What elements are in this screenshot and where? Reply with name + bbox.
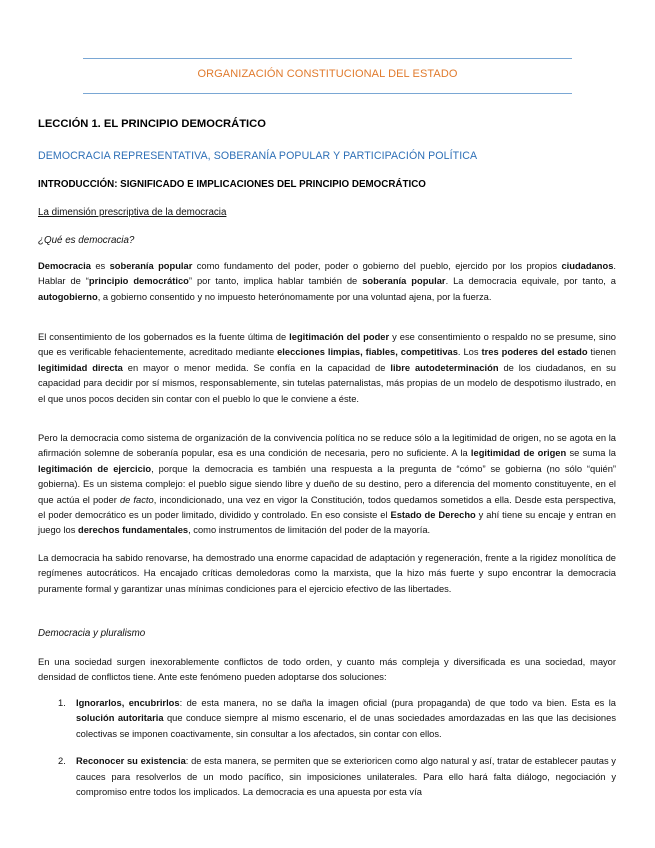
paragraph-consent: El consentimiento de los gobernados es la fuente última de legitimación del poder y ese consentimiento o respaldo no se presume, sino que es verificable fehacientemente, acreditado mediante elecciones limpias, fiables, competitivas. Los tres poderes del estado tienen legitimidad directa en mayor o menor medida. Se confía en la capacidad de libre autodeterminación de los ciudadanos, en su capacidad para decidir por sí mismos, responsablemente, sin tutelas paternalistas, más propias de un modelo de despotismo ilustrado, en el que unos pocos deciden sin contar con el pueblo lo que le conviene a éste.: [38, 332, 616, 404]
list-item: 2. Reconocer su existencia: de esta manera, se permiten que se exterioricen como algo natural y así, tratar de establecer pautas y cauces para resolverlos de un modo pacífico, sin imposiciones unilaterales. Para ello hará falta diálogo, negociación y compromiso entre todos los implicados. La democracia es una apuesta por esta vía: [58, 756, 616, 798]
list-item: 1. Ignorarlos, encubrirlos: de esta manera, no se daña la imagen oficial (pura propaganda) de que todo va bien. Esta es la solución autoritaria que conduce siempre al mismo escenario, el de unas sociedades amordazadas en las que las decisiones colectivas se imponen coactivamente, sin consultar a los afectados, sin contar con ellos.: [58, 698, 617, 739]
lesson-title: LECCIÓN 1. EL PRINCIPIO DEMOCRÁTICO: [38, 118, 266, 130]
paragraph-legitimacy: Pero la democracia como sistema de organización de la convivencia política no se reduce sólo a la legitimidad de origen, no se agota en la afirmación solemne de soberanía popular, esa es una condición de necesaria, pero no suficiente. A la legitimidad de origen se suma la legitimación de ejercicio, porque la democracia es también una respuesta a la pregunta de “cómo” se gobierna (no sólo “quién” gobierna). Es un sistema complejo: el pueblo sigue siendo libre y dueño de su destino, pero a diferencia del momento constituyente, en el que actúa el poder de facto, incondicionado, una vez en vigor la Constitución, todos quedamos sometidos a ella. Desde esta perspectiva, el poder democrático es un poder limitado, dividido y controlado. En eso consiste el Estado de Derecho y ahí tiene su encaje y entran en juego los derechos fundamentales, como instrumentos de limitación del poder de la mayoría.: [38, 433, 616, 536]
question-heading: ¿Qué es democracia?: [38, 235, 135, 246]
paragraph-definition: Democracia es soberanía popular como fundamento del poder, poder o gobierno del pueblo, ejercido por los propios ciudadanos. Hablar de “principio democrático” por tanto, implica hablar también de soberanía popular. La democracia equivale, por tanto, a autogobierno, a gobierno consentido y no impuesto heterónomamente por una voluntad ajena, por la fuerza.: [38, 261, 617, 302]
paragraph-conflicts: En una sociedad surgen inexorablemente conflictos de todo orden, y cuanto más compleja y diversificada es una sociedad, mayor densidad de conflictos tiene. Ante este fenómeno pueden adoptarse dos soluciones:: [38, 657, 616, 683]
section-title: DEMOCRACIA REPRESENTATIVA, SOBERANÍA POPULAR Y PARTICIPACIÓN POLÍTICA: [38, 150, 478, 162]
intro-title: INTRODUCCIÓN: SIGNIFICADO E IMPLICACIONES DEL PRINCIPIO DEMOCRÁTICO: [38, 179, 426, 190]
solutions-list: [38, 696, 616, 800]
subsection-title: La dimensión prescriptiva de la democracia: [38, 207, 227, 218]
paragraph-renewal: La democracia ha sabido renovarse, ha demostrado una enorme capacidad de adaptación y regeneración, frente a la rigidez monolítica de regímenes autocráticos. Ha encajado críticas demoledoras como la marxista, que la hizo más fuerte y supo encontrar la democracia puramente formal y garantizar unas mínimas condiciones para el ejercicio efectivo de las libertades.: [38, 553, 616, 594]
course-title: ORGANIZACIÓN CONSTITUCIONAL DEL ESTADO: [197, 68, 458, 80]
pluralism-heading: Democracia y pluralismo: [38, 628, 146, 639]
header-top-rule: [83, 58, 572, 59]
header-bottom-rule: [83, 93, 572, 94]
